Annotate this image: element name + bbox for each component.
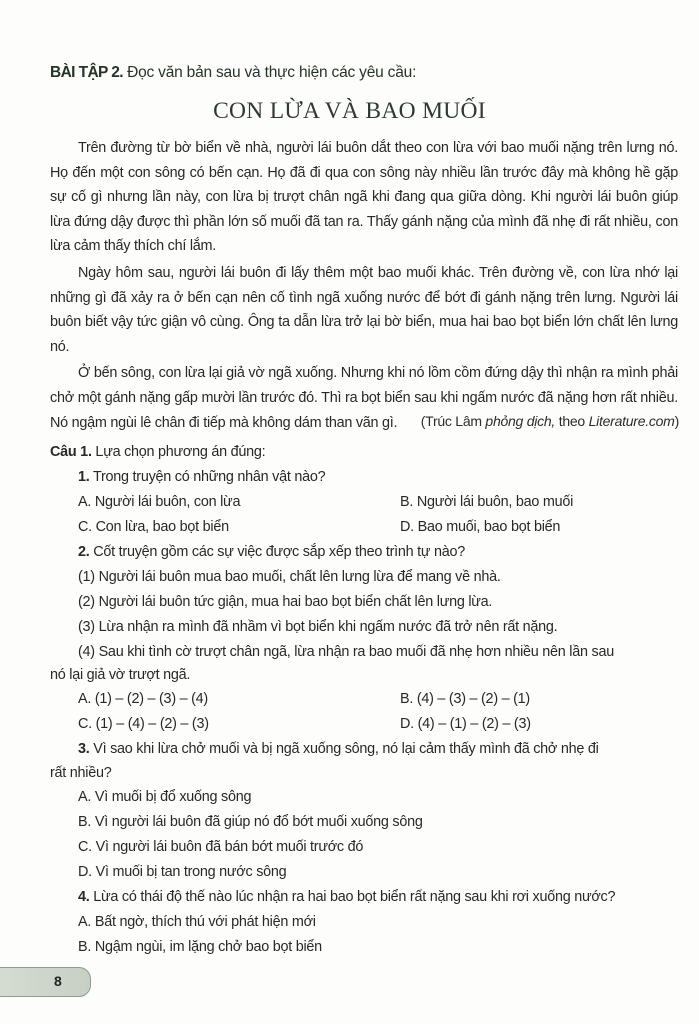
- option-a[interactable]: A. (1) – (2) – (3) – (4): [78, 691, 208, 707]
- story-paragraph: Ngày hôm sau, người lái buôn đi lấy thêm một bao muối khác. Trên đường về, con lừa nhớ lại những gì đã xảy ra ở bến cạn nên cố tình ngã xuống nước để bớt đi gánh nặng trên lưng. Người lái buôn biết vậy tức giận vô cùng. Ông ta dẫn lừa trở lại bờ biển, mua hai bao bọt biển lớn chất lên lưng nó.: [50, 264, 678, 355]
- source-translation-note: phỏng dịch,: [485, 413, 556, 429]
- sub-question-number: 3.: [78, 741, 90, 757]
- exercise-label: BÀI TẬP 2.: [50, 64, 123, 81]
- sub-question-number: 4.: [78, 889, 90, 905]
- option-c[interactable]: C. Con lừa, bao bọt biển: [78, 519, 229, 535]
- option-b[interactable]: B. Người lái buôn, bao muối: [400, 494, 574, 510]
- option-b[interactable]: B. (4) – (3) – (2) – (1): [400, 691, 530, 707]
- event-4: (4) Sau khi tình cờ trượt chân ngã, lừa nhận ra bao muối đã nhẹ hơn nhiều nên lần sau: [78, 644, 614, 660]
- option-a[interactable]: A. Vì muối bị đổ xuống sông: [78, 789, 252, 805]
- source-mid: theo: [555, 413, 589, 429]
- option-c[interactable]: C. (1) – (4) – (2) – (3): [78, 716, 209, 732]
- question-text: Lựa chọn phương án đúng:: [91, 444, 266, 460]
- sub-question-3-continued: rất nhiều?: [50, 765, 112, 781]
- story-title: CON LỪA VÀ BAO MUỐI: [213, 98, 486, 124]
- option-d[interactable]: D. Vì muối bị tan trong nước sông: [78, 864, 287, 880]
- sub-question-1: [78, 469, 325, 485]
- story-text: [50, 136, 678, 437]
- exercise-heading: [50, 64, 416, 82]
- source-suffix: ): [674, 413, 679, 429]
- sub-question-3: [78, 741, 599, 757]
- option-a[interactable]: A. Bất ngờ, thích thú với phát hiện mới: [78, 914, 316, 930]
- sub-question-number: 2.: [78, 544, 90, 560]
- sub-question-text: Trong truyện có những nhân vật nào?: [89, 469, 326, 485]
- event-4-continued: nó lại giả vờ trượt ngã.: [50, 667, 191, 683]
- story-paragraph: Ở bến sông, con lừa lại giả vờ ngã xuống. Nhưng khi nó lồm cồm đứng dậy thì nhận ra mình phải chở một gánh nặng gấp mười lần trước đó. Thì ra bọt biển sau khi ngấm nước đã nặng hơn rất nhiều. Nó ngậm ngùi lê chân đi tiếp mà không dám than vãn gì.: [50, 365, 678, 431]
- option-b[interactable]: B. Vì người lái buôn đã giúp nó đổ bớt muối xuống sông: [78, 814, 423, 830]
- option-c[interactable]: C. Vì người lái buôn đã bán bớt muối trước đó: [78, 839, 364, 855]
- option-a[interactable]: A. Người lái buôn, con lừa: [78, 494, 241, 510]
- question-label: Câu 1.: [50, 444, 92, 460]
- event-3: (3) Lừa nhận ra mình đã nhầm vì bọt biển khi ngấm nước đã trở nên rất nặng.: [78, 619, 558, 635]
- option-b[interactable]: B. Ngậm ngùi, im lặng chở bao bọt biển: [78, 939, 322, 955]
- story-paragraph: Trên đường từ bờ biển về nhà, người lái buôn dắt theo con lừa với bao muối nặng trên lưng nó. Họ đến một con sông có bến cạn. Họ đã đi qua con sông này nhiều lần trước đây mà không hề gặp sự cố gì nhưng lần này, con lừa bị trượt chân ngã khi đang qua giữa dòng. Khi người lái buôn giúp lừa đứng dậy được thì phần lớn số muối đã tan ra. Thấy gánh nặng của mình đã nhẹ đi rất nhiều, con lừa cảm thấy thích chí lắm.: [50, 140, 678, 255]
- page-number: 8: [54, 973, 62, 989]
- sub-question-4: [78, 889, 615, 905]
- option-d[interactable]: D. Bao muối, bao bọt biển: [400, 519, 561, 535]
- sub-question-text: Lừa có thái độ thế nào lúc nhận ra hai bao bọt biển rất nặng sau khi rơi xuống nước?: [89, 889, 616, 905]
- source-website: Literature.com: [588, 413, 675, 429]
- sub-question-text: Vì sao khi lừa chở muối và bị ngã xuống sông, nó lại cảm thấy mình đã chở nhẹ đi: [89, 741, 599, 757]
- source-prefix: (Trúc Lâm: [420, 413, 486, 429]
- sub-question-number: 1.: [78, 469, 90, 485]
- event-2: (2) Người lái buôn tức giận, mua hai bao bọt biển chất lên lưng lừa.: [78, 594, 493, 610]
- page-number-tab: [0, 967, 91, 997]
- event-1: (1) Người lái buôn mua bao muối, chất lên lưng lừa để mang về nhà.: [78, 569, 501, 585]
- exercise-instruction: Đọc văn bản sau và thực hiện các yêu cầu:: [122, 64, 417, 81]
- story-source: [421, 413, 679, 429]
- sub-question-text: Cốt truyện gồm các sự việc được sắp xếp theo trình tự nào?: [89, 544, 466, 560]
- sub-question-2: [78, 544, 465, 560]
- option-d[interactable]: D. (4) – (1) – (2) – (3): [400, 716, 531, 732]
- question-1-heading: [50, 444, 265, 460]
